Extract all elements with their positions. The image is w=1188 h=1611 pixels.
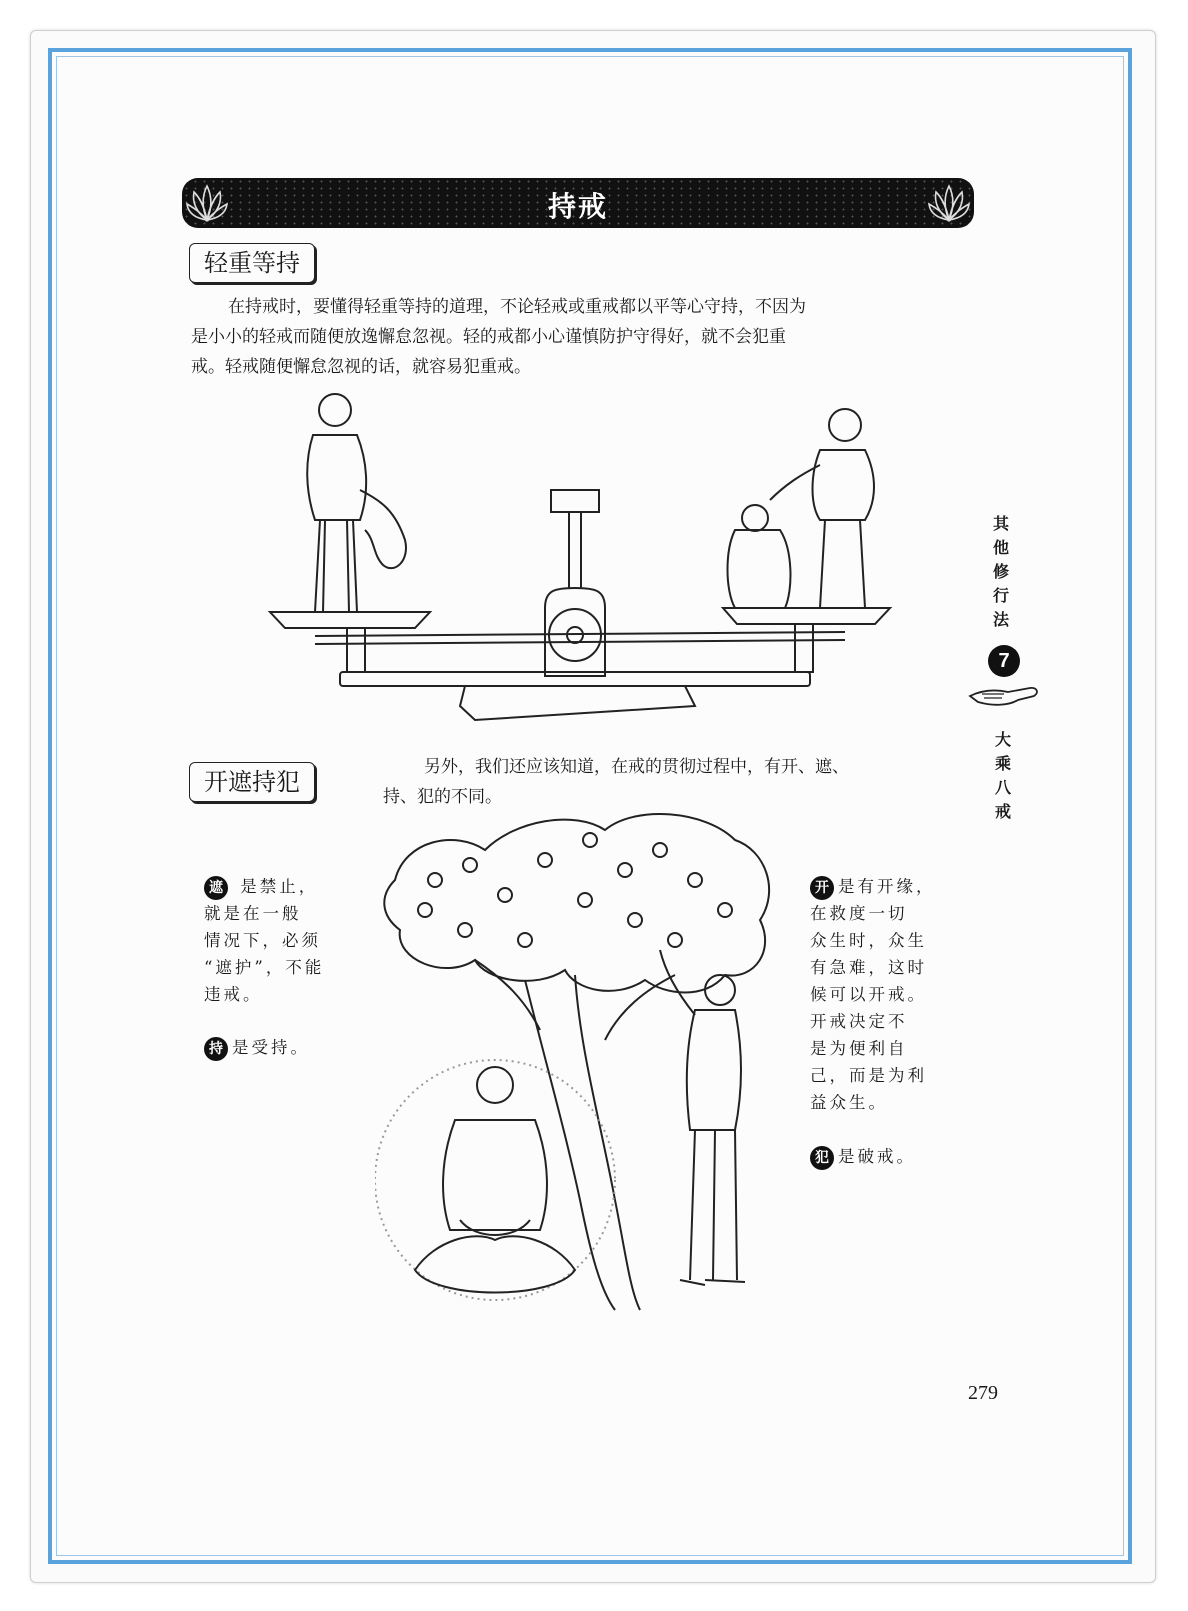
fan-text: 是破戒。 [838, 1147, 916, 1166]
side-tab-chapter-title: 大乘八戒 [994, 730, 1011, 821]
zhe-line-2: 就是在一般 [204, 904, 302, 923]
zhe-line-3: 情况下，必须 [204, 931, 321, 950]
side-tab-part: 其他修行法 [992, 514, 1009, 629]
zhe-line-4: “遮护”，不能 [204, 958, 325, 977]
para-line-1: 在持戒时，要懂得轻重等持的道理，不论轻戒或重戒都以平等心守持，不因为 [228, 297, 806, 317]
section-heading-light-heavy: 轻重等持 [189, 243, 315, 283]
fan-badge: 犯 [810, 1146, 834, 1170]
kai-line-8: 己，而是为利 [810, 1066, 927, 1085]
hand-icon [968, 680, 1044, 710]
title-banner [182, 178, 974, 228]
balance-scale-illustration [265, 390, 895, 730]
page-number: 279 [968, 1382, 998, 1404]
fan-note [810, 1143, 916, 1170]
chi-note [204, 1034, 310, 1061]
kai-line-3: 众生时，众生 [810, 931, 927, 950]
lotus-right-icon [928, 182, 970, 224]
intro-line-2: 持、犯的不同。 [383, 787, 502, 807]
kai-line-5: 候可以开戒。 [810, 985, 927, 1004]
chi-text: 是受持。 [232, 1038, 310, 1057]
para-line-3: 戒。轻戒随便懈怠忽视的话，就容易犯重戒。 [191, 357, 531, 377]
zhe-line-5: 违戒。 [204, 985, 263, 1004]
section-heading-open-close: 开遮持犯 [189, 762, 315, 802]
kai-line-7: 是为便利自 [810, 1039, 908, 1058]
kai-line-1: 开 是有开缘， [810, 873, 936, 900]
tree-meditation-illustration [375, 800, 795, 1340]
page-title: 持戒 [547, 190, 608, 223]
kai-line-9: 益众生。 [810, 1093, 888, 1112]
zhe-line-1: 遮 是禁止， [204, 873, 324, 900]
kai-line-2: 在救度一切 [810, 904, 908, 923]
kai-note [810, 873, 936, 1116]
zhe-badge: 遮 [204, 876, 228, 900]
kai-line-6: 开戒决定不 [810, 1012, 908, 1031]
chi-badge: 持 [204, 1037, 228, 1061]
kai-line-4: 有急难，这时 [810, 958, 927, 977]
zhe-note [204, 873, 324, 1008]
chapter-number-badge: 7 [988, 645, 1020, 677]
para-line-2: 是小小的轻戒而随便放逸懈怠忽视。轻的戒都小心谨慎防护守得好，就不会犯重 [191, 327, 786, 347]
kai-badge: 开 [810, 876, 834, 900]
intro-line-1: 另外，我们还应该知道，在戒的贯彻过程中，有开、遮、 [424, 757, 849, 777]
